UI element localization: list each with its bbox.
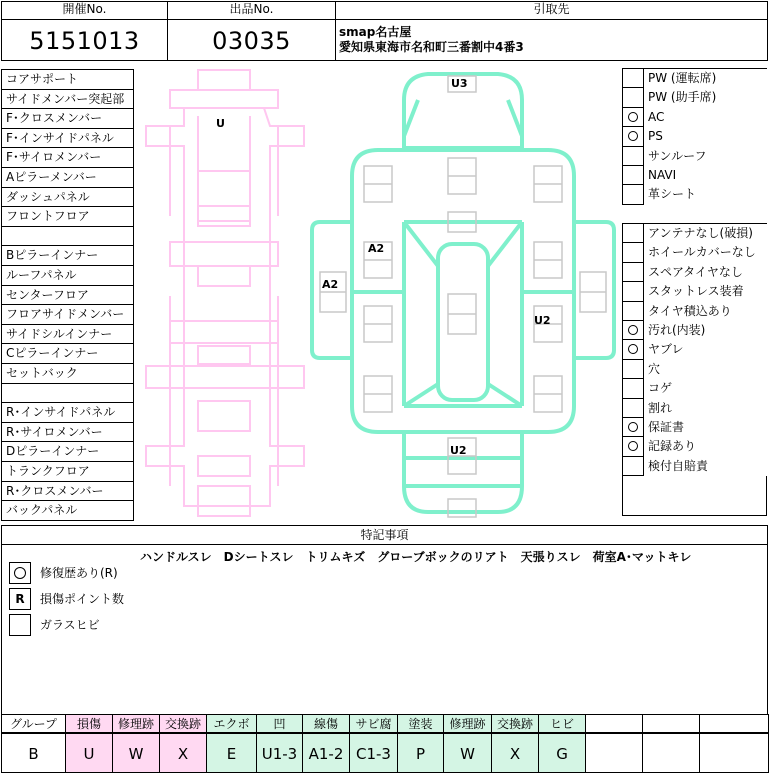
code-header: 線傷 [302,714,350,733]
equipment-row [622,166,765,185]
condition-label: 検付自賠責 [648,458,709,473]
condition-checkbox[interactable] [622,321,644,340]
part-row: Aピラーメンバー [1,168,134,188]
equipment-label: PW (助手席) [648,90,717,105]
code-header: 修理跡 [112,714,160,733]
car-body-diagram [308,66,618,524]
listing-no-cell [167,19,336,61]
condition-row [622,302,765,321]
circle-icon [628,131,638,141]
condition-label: スタットレス装着 [648,284,744,299]
condition-label: ホイールカバーなし [648,245,756,260]
part-row: F･クロスメンバー [1,109,134,129]
notes-text: ハンドルスレ Dシートスレ トリムキズ グローブボックのリアト 天張りスレ 荷室A･マットキレ [140,550,692,564]
circle-icon [628,422,638,432]
part-row: F･サイロメンバー [1,148,134,168]
condition-checkbox[interactable] [622,340,644,359]
code-value: G [538,733,586,773]
auction-no-label: 開催No. [62,2,107,16]
circle-icon [628,344,638,354]
part-row: Dピラーインナー [1,442,134,462]
condition-label: アンテナなし(破損) [648,226,753,240]
part-row: フロントフロア [1,207,134,227]
code-table [1,714,768,774]
code-value [699,733,769,773]
condition-list [622,223,767,518]
circle-icon [628,112,638,122]
code-value: P [397,733,444,773]
condition-checkbox[interactable] [622,282,644,301]
code-value: C1-3 [349,733,398,773]
part-row [1,227,134,247]
auction-no-cell [1,19,168,61]
part-row: R･サイロメンバー [1,423,134,443]
code-value: U1-3 [256,733,303,773]
code-value: U [65,733,113,773]
code-header [642,714,700,733]
condition-row [622,224,765,243]
body-mark-a2-side: A2 [322,278,339,291]
part-row: フロアサイドメンバー [1,305,134,325]
body-mark-a2-door: A2 [368,242,385,255]
condition-row [622,340,765,359]
condition-checkbox[interactable] [622,379,644,398]
condition-label: 割れ [648,400,673,415]
condition-checkbox[interactable] [622,224,644,243]
part-row: R･クロスメンバー [1,482,134,502]
equipment-checkbox[interactable] [622,69,644,88]
code-header: 修理跡 [443,714,492,733]
equipment-checkbox[interactable] [622,166,644,185]
legend-circle-box [9,562,31,584]
part-row: トランクフロア [1,462,134,482]
auction-no-label-cell [1,1,168,20]
code-value: A1-2 [302,733,350,773]
equipment-label: PS [648,129,663,144]
equipment-checkbox[interactable] [622,185,644,204]
code-header: 塗装 [397,714,444,733]
condition-row [622,379,765,398]
code-header: 損傷 [65,714,113,733]
pickup-cell [335,19,768,61]
code-header: 交換跡 [159,714,207,733]
frame-mark-label: U [216,117,225,130]
condition-checkbox[interactable] [622,360,644,379]
pickup-label: 引取先 [533,2,570,16]
frame-parts-list [1,69,134,521]
equipment-row [622,147,765,166]
condition-label: タイヤ積込あり [648,303,732,318]
condition-row [622,457,765,476]
condition-checkbox[interactable] [622,302,644,321]
equipment-label: NAVI [648,168,677,182]
condition-row [622,418,765,437]
body-mark-u3: U3 [451,77,468,90]
equipment-checkbox[interactable] [622,127,644,146]
condition-label: コゲ [648,381,673,396]
equipment-checkbox[interactable] [622,147,644,166]
part-row: ルーフパネル [1,266,134,286]
legend-glass-label: ガラスヒビ [40,618,100,632]
part-row: センターフロア [1,286,134,306]
condition-checkbox[interactable] [622,457,644,476]
condition-label: スペアタイヤなし [648,264,743,279]
part-row: コアサポート [1,70,134,90]
legend-r-box: R [9,588,31,610]
code-value: E [206,733,257,773]
notes-section [1,525,768,715]
listing-no-label-cell [167,1,336,20]
code-value [585,733,643,773]
condition-row [622,399,765,418]
code-value: W [112,733,160,773]
condition-list-extra-box [622,476,767,516]
code-header [699,714,769,733]
condition-checkbox[interactable] [622,263,644,282]
equipment-row [622,185,765,204]
pickup-name: smap名古屋 [339,25,412,39]
condition-checkbox[interactable] [622,243,644,262]
listing-no: 03035 [212,27,291,55]
notes-title: 特記事項 [2,526,767,545]
condition-label: 汚れ(内装) [648,323,706,337]
legend-repair-label: 修復歴あり(R) [40,566,118,580]
condition-label: 穴 [648,361,661,376]
auction-no: 5151013 [29,27,140,55]
equipment-row [622,88,765,107]
code-value: X [491,733,539,773]
code-header: 交換跡 [491,714,539,733]
part-row: ダッシュパネル [1,188,134,208]
equipment-checkbox[interactable] [622,88,644,107]
equipment-row [622,69,765,88]
body-mark-u2-door: U2 [534,314,551,327]
condition-label: 保証書 [648,420,685,434]
condition-checkbox[interactable] [622,418,644,437]
part-row: サイドシルインナー [1,325,134,345]
part-row [1,384,134,404]
equipment-row [622,127,765,146]
condition-row [622,282,765,301]
code-header: ヒビ [538,714,586,733]
part-row: セットバック [1,364,134,384]
pickup-label-cell [335,1,768,20]
condition-label: 記録あり [648,439,697,454]
equipment-label: PW (運転席) [648,71,717,85]
condition-row [622,437,765,456]
code-value: X [159,733,207,773]
part-row: Bピラーインナー [1,246,134,266]
condition-row [622,243,765,262]
circle-icon [628,441,638,451]
code-header [585,714,643,733]
code-header: グループ [1,714,66,733]
condition-row [622,263,765,282]
part-row: F･インサイドパネル [1,129,134,149]
pickup-address: 愛知県東海市名和町三番割中4番3 [339,40,524,54]
code-value: W [443,733,492,773]
circle-icon [628,325,638,335]
listing-no-label: 出品No. [229,2,274,16]
code-value: B [1,733,66,773]
part-row: R･インサイドパネル [1,403,134,423]
code-header: エクボ [206,714,257,733]
legend-damage-label: 損傷ポイント数 [40,592,125,606]
condition-checkbox[interactable] [622,399,644,418]
equipment-checkbox[interactable] [622,108,644,127]
equipment-label: AC [648,109,665,124]
circle-icon [14,567,26,579]
condition-row [622,360,765,379]
condition-checkbox[interactable] [622,437,644,456]
part-row: バックパネル [1,501,134,521]
part-row: サイドメンバー突起部 [1,90,134,110]
equipment-list [622,68,767,205]
equipment-label: サンルーフ [648,148,707,163]
code-header: サビ腐 [349,714,398,733]
legend-glass-box [9,614,31,636]
frame-diagram [140,66,310,521]
code-header: 凹 [256,714,303,733]
equipment-label: 革シート [648,187,697,202]
condition-row [622,321,765,340]
body-mark-u2-trunk: U2 [450,444,467,457]
part-row: Cピラーインナー [1,344,134,364]
condition-label: ヤブレ [648,342,684,357]
equipment-row [622,108,765,127]
code-value [642,733,700,773]
